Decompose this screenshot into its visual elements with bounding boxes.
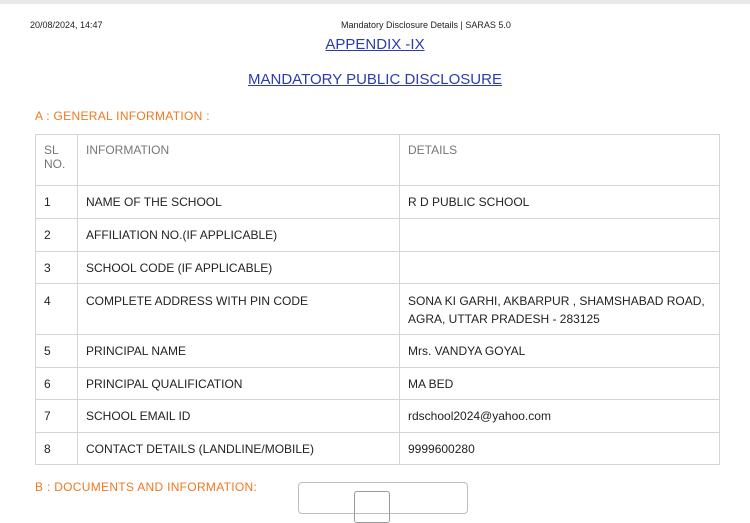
row-details [400, 219, 720, 252]
top-bar [0, 0, 750, 4]
section-a-title: A : GENERAL INFORMATION : [35, 109, 210, 123]
row-info: NAME OF THE SCHOOL [78, 186, 400, 219]
row-sl: 4 [36, 284, 78, 335]
general-information-table [35, 134, 720, 465]
row-sl: 1 [36, 186, 78, 219]
appendix-heading[interactable]: APPENDIX -IX [325, 36, 425, 53]
table-row [36, 186, 720, 219]
table-row [36, 400, 720, 433]
row-sl: 6 [36, 368, 78, 400]
table-row [36, 335, 720, 368]
print-datetime: 20/08/2024, 14:47 [30, 20, 103, 30]
row-info: SCHOOL EMAIL ID [78, 400, 400, 433]
row-sl: 2 [36, 219, 78, 252]
row-details: SONA KI GARHI, AKBARPUR , SHAMSHABAD ROAD, AGRA, UTTAR PRADESH - 283125 [400, 284, 720, 335]
row-details[interactable]: 9999600280 [400, 433, 720, 465]
row-sl: 8 [36, 433, 78, 465]
row-details: R D PUBLIC SCHOOL [400, 186, 720, 219]
table-row [36, 368, 720, 400]
document-box-inner[interactable] [354, 491, 390, 523]
table-row [36, 433, 720, 465]
row-details[interactable]: rdschool2024@yahoo.com [400, 400, 720, 433]
row-info: CONTACT DETAILS (LANDLINE/MOBILE) [78, 433, 400, 465]
row-sl: 7 [36, 400, 78, 433]
header-sl-no: SL NO. [36, 135, 78, 186]
section-b-title: B : DOCUMENTS AND INFORMATION: [35, 480, 258, 494]
row-info: COMPLETE ADDRESS WITH PIN CODE [78, 284, 400, 335]
row-sl: 5 [36, 335, 78, 368]
row-info: PRINCIPAL NAME [78, 335, 400, 368]
table-row [36, 284, 720, 335]
document-box[interactable] [298, 482, 468, 514]
header-details: DETAILS [400, 135, 720, 186]
row-info: PRINCIPAL QUALIFICATION [78, 368, 400, 400]
row-info: SCHOOL CODE (IF APPLICABLE) [78, 252, 400, 284]
print-page-title: Mandatory Disclosure Details | SARAS 5.0 [341, 20, 511, 30]
table-row [36, 252, 720, 284]
table-header-row [36, 135, 720, 186]
table-row [36, 219, 720, 252]
row-info: AFFILIATION NO.(IF APPLICABLE) [78, 219, 400, 252]
header-information: INFORMATION [78, 135, 400, 186]
row-details: MA BED [400, 368, 720, 400]
row-sl: 3 [36, 252, 78, 284]
disclosure-title[interactable]: MANDATORY PUBLIC DISCLOSURE [248, 71, 502, 88]
row-details [400, 252, 720, 284]
row-details: Mrs. VANDYA GOYAL [400, 335, 720, 368]
